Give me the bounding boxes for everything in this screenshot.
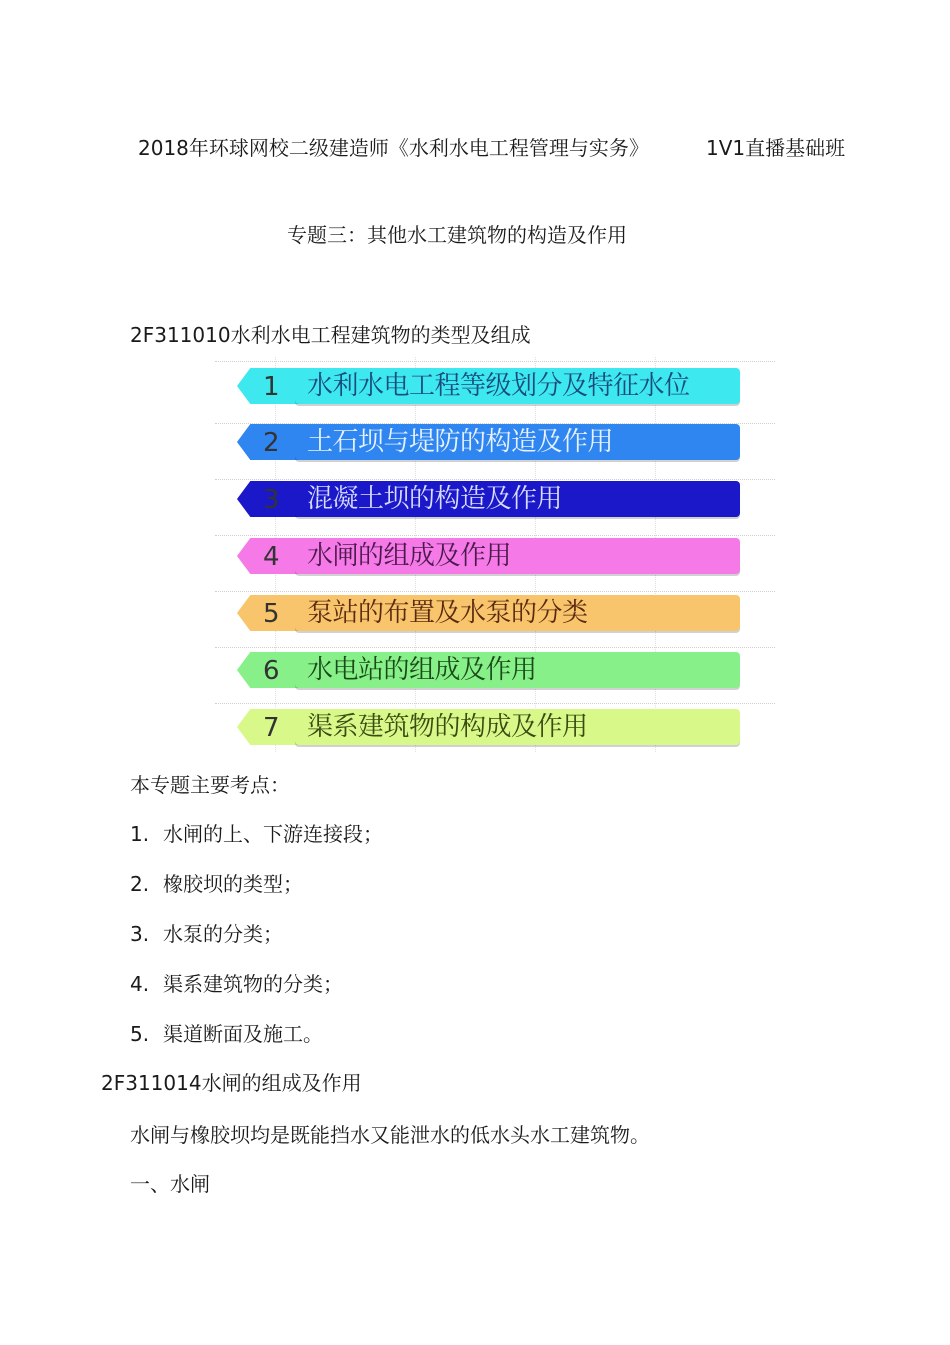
document-title: 2018年环球网校二级建造师《水利水电工程管理与实务》	[138, 136, 649, 160]
menu-item-number: 6	[263, 656, 280, 686]
menu-item	[237, 538, 742, 576]
menu-item-number: 3	[263, 485, 280, 515]
menu-item-label: 混凝土坝的构造及作用	[307, 484, 563, 514]
key-point-number: 5.	[130, 1022, 150, 1046]
menu-item-number: 1	[263, 372, 280, 402]
key-point-item	[130, 972, 343, 996]
key-point-text: 水闸的上、下游连接段；	[163, 822, 383, 846]
key-point-item	[130, 922, 283, 946]
menu-item-label: 渠系建筑物的构成及作用	[307, 712, 588, 742]
menu-item-number: 2	[263, 428, 280, 458]
key-point-text: 渠系建筑物的分类；	[163, 972, 343, 996]
menu-item	[237, 709, 742, 747]
section-heading: 2F311010水利水电工程建筑物的类型及组成	[130, 323, 531, 347]
key-point-item	[130, 1022, 323, 1046]
menu-item	[237, 368, 742, 406]
key-point-number: 3.	[130, 922, 150, 946]
topic-title: 专题三：其他水工建筑物的构造及作用	[287, 223, 627, 247]
menu-item-label: 水电站的组成及作用	[307, 655, 537, 685]
menu-item	[237, 424, 742, 462]
menu-item-number: 5	[263, 599, 280, 629]
body-paragraph: 水闸与橡胶坝均是既能挡水又能泄水的低水头水工建筑物。	[130, 1123, 650, 1147]
section-heading: 2F311014水闸的组成及作用	[101, 1071, 362, 1095]
topic-menu-graphic	[215, 357, 775, 752]
menu-item-label: 泵站的布置及水泵的分类	[307, 598, 588, 628]
subheading: 一、水闸	[130, 1172, 210, 1196]
menu-item-label: 水闸的组成及作用	[307, 541, 512, 571]
key-point-item	[130, 872, 303, 896]
menu-item	[237, 481, 742, 519]
menu-item	[237, 595, 742, 633]
key-point-text: 渠道断面及施工。	[163, 1022, 323, 1046]
key-point-text: 橡胶坝的类型；	[163, 872, 303, 896]
key-points-heading: 本专题主要考点：	[130, 773, 290, 797]
key-point-number: 2.	[130, 872, 150, 896]
menu-item-number: 7	[263, 713, 280, 743]
key-point-number: 4.	[130, 972, 150, 996]
menu-item	[237, 652, 742, 690]
key-point-number: 1.	[130, 822, 150, 846]
document-title-course: 1V1直播基础班	[706, 136, 846, 160]
menu-item-label: 水利水电工程等级划分及特征水位	[307, 371, 690, 401]
menu-item-number: 4	[263, 542, 280, 572]
key-point-text: 水泵的分类；	[163, 922, 283, 946]
menu-item-label: 土石坝与堤防的构造及作用	[307, 427, 614, 457]
key-point-item	[130, 822, 383, 846]
